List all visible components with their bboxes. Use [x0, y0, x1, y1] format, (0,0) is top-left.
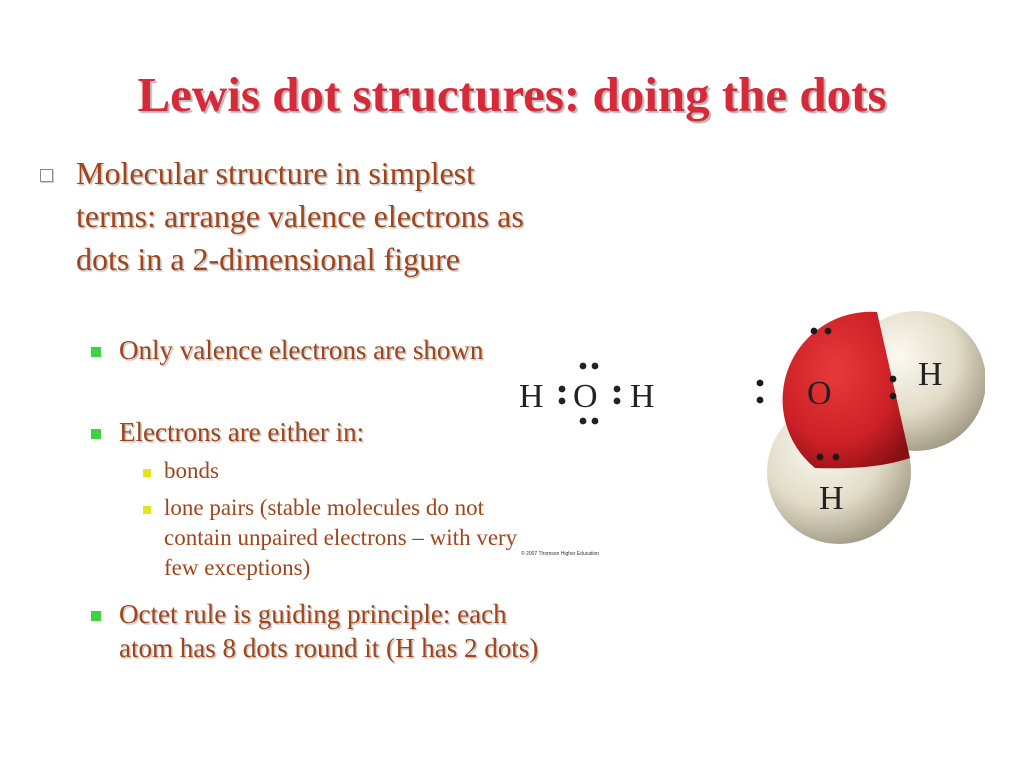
green-square-bullet-icon [91, 347, 101, 357]
sub-bullet-octet-rule: Octet rule is guiding principle: each atom has 8 dots round it (H has 2 dots) [119, 599, 539, 663]
yellow-square-bullet-icon [143, 469, 151, 477]
sub-bullet-electrons: Electrons are either in: [119, 417, 365, 447]
model-h-bottom-label: H [819, 480, 844, 517]
green-square-bullet-icon [91, 429, 101, 439]
lewis-dot-structure [515, 355, 665, 435]
sub-sub-bullet-lone-pairs: lone pairs (stable molecules do not contain unpaired electrons – with very few exceptions) [164, 495, 518, 580]
sub-bullet-valence: Only valence electrons are shown [119, 335, 484, 365]
yellow-square-bullet-icon [143, 506, 151, 514]
sub-sub-bullet-bonds: bonds [164, 458, 219, 483]
copyright-notice: © 2007 Thomson Higher Education [521, 551, 600, 557]
lewis-h-left: H [519, 378, 544, 415]
main-bullet-text: Molecular structure in simplest terms: arrange valence electrons as dots in a 2-dimensional figure [76, 155, 524, 277]
model-h-right-label: H [918, 356, 943, 393]
lewis-o: O [573, 378, 598, 415]
slide-title: Lewis dot structures: doing the dots [137, 67, 887, 122]
hollow-square-bullet-icon [40, 169, 53, 182]
lewis-h-right: H [630, 378, 655, 415]
green-square-bullet-icon [91, 611, 101, 621]
water-space-filling-model [735, 300, 985, 545]
model-o-label: O [807, 375, 832, 412]
